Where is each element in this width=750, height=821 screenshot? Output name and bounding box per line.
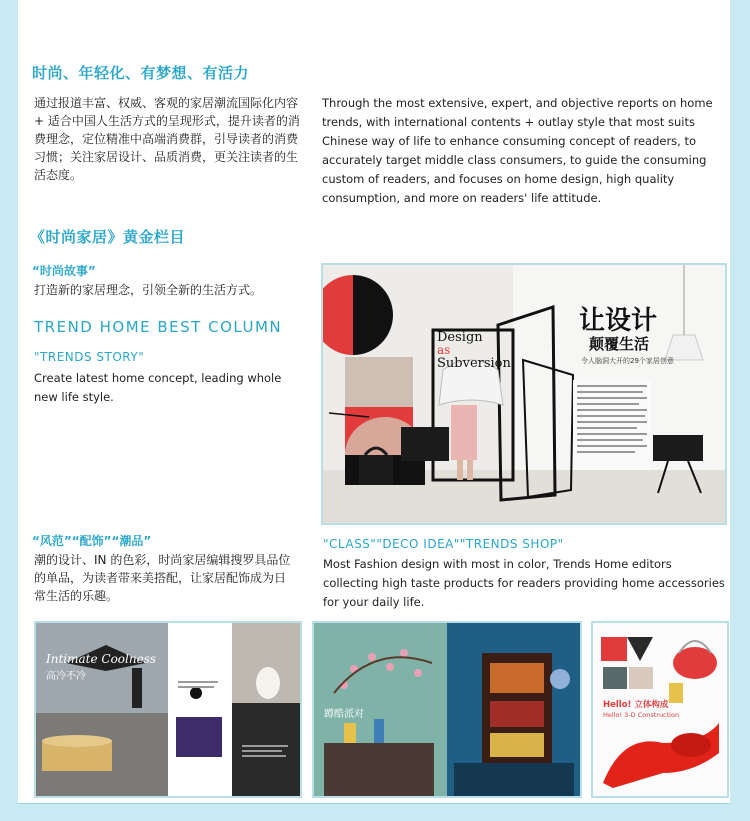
thumb1-title: Intimate Coolness <box>46 652 157 666</box>
spread-title-line3: Subversion <box>437 356 511 371</box>
thumb-intimate-coolness <box>34 621 302 798</box>
thumb3-title-en: Hello! 3-D Construction <box>603 711 680 719</box>
thumb-3d-construction <box>591 621 729 798</box>
story-body-cn: 打造新的家居理念，引领全新的生活方式。 <box>34 283 263 297</box>
thumb1-cn: 高冷不冷 <box>46 671 86 682</box>
spread-title-line2: as <box>437 343 451 357</box>
thumb2-cn: 蹲酷派对 <box>324 709 364 720</box>
intro-body-en: Through the most extensive, expert, and objective reports on home trends, with international contents + outlay style that most suits Chinese way of life to enhance consuming concept of readers, to accurately target middle class consumers, to guide the consuming custom of readers, and focuses on home design, high quality consumption, and more on readers' life attitude. <box>322 96 713 205</box>
feature-spread-illustration <box>323 265 725 523</box>
page-panel <box>18 0 730 803</box>
deco-body-en: Most Fashion design with most in color, Trends Home editors collecting high taste products for readers providing home accessories for your daily life. <box>323 557 725 609</box>
intro-body-cn: 通过报道丰富、权威、客观的家居潮流国际化内容 + 适合中国人生活方式的呈现形式，提升读者的消费理念，定位精准中高端消费群，引导读者的消费习惯；关注家居设计、品质消费，更关注读者的生活态度。 <box>34 96 300 182</box>
spread-sub-cn: 令人脑洞大开的29个家居创意 <box>581 357 674 365</box>
story-title-cn: “时尚故事” <box>32 264 96 278</box>
deco-title-cn: “风范”“配饰”“潮品” <box>32 534 152 548</box>
deco-title-en: "CLASS""DECO IDEA""TRENDS SHOP" <box>323 537 564 551</box>
spread-headline-cn-1: 让设计 <box>579 306 658 336</box>
feature-spread-image <box>321 263 727 525</box>
spread-headline-cn-2: 颠覆生活 <box>589 335 650 353</box>
column-heading-en: TREND HOME BEST COLUMN <box>34 318 283 336</box>
bottom-divider <box>18 803 730 804</box>
spread-title-line1: Design <box>437 330 483 345</box>
intro-heading: 时尚、年轻化、有梦想、有活力 <box>32 64 250 82</box>
deco-body-cn: 潮的设计、IN 的色彩，时尚家居编辑搜罗具品位的单品，为读者带来美搭配，让家居配饰成为日常生活的乐趣。 <box>34 553 291 603</box>
story-title-en: "TRENDS STORY" <box>34 350 145 364</box>
thumb3-title-cn: Hello! 立体构成 <box>603 700 669 710</box>
column-heading: 《时尚家居》黄金栏目 <box>30 228 186 246</box>
story-body-en: Create latest home concept, leading whole new life style. <box>34 371 282 404</box>
thumb-party <box>312 621 582 798</box>
